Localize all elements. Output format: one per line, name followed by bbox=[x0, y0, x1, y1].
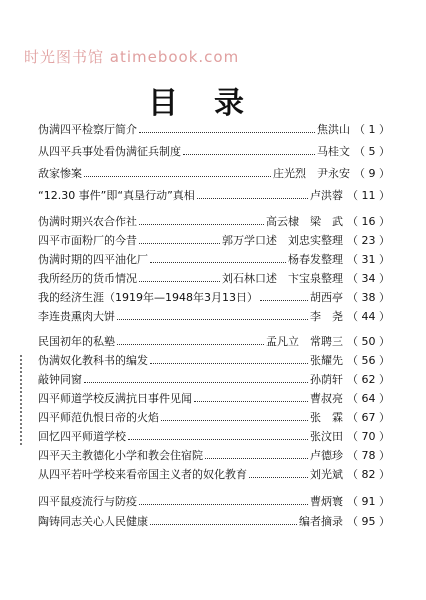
entry-page: （ 1 ） bbox=[354, 123, 390, 136]
entry-title: 从四平若叶学校来看帝国主义者的奴化教育 bbox=[38, 468, 247, 481]
entry-author: 孟凡立 常聘三 bbox=[266, 335, 343, 348]
toc-entry bbox=[38, 144, 390, 159]
entry-author: 刘石林口述 卞宝泉整理 bbox=[222, 272, 343, 285]
entry-page: （ 44 ） bbox=[347, 310, 390, 323]
entry-title: 敌家惨案 bbox=[38, 167, 82, 180]
watermark: 时光图书馆 atimebook.com bbox=[24, 48, 240, 66]
entry-title: 四平天主教德化小学和教会住宿院 bbox=[38, 449, 203, 462]
entry-page: （ 34 ） bbox=[347, 272, 390, 285]
toc-entry bbox=[38, 429, 390, 444]
toc-entry bbox=[38, 188, 390, 203]
page-title: 目录 bbox=[148, 86, 280, 121]
entry-page: （ 16 ） bbox=[347, 215, 390, 228]
entry-title: 伪满时期的四平油化厂 bbox=[38, 253, 148, 266]
leader-dots bbox=[194, 401, 308, 402]
entry-page: （ 62 ） bbox=[347, 373, 390, 386]
entry-title: 四平鼠疫流行与防疫 bbox=[38, 495, 137, 508]
toc-entry bbox=[38, 309, 390, 324]
entry-title: 从四平兵事处看伪满征兵制度 bbox=[38, 145, 181, 158]
leader-dots bbox=[139, 281, 220, 282]
entry-page: （ 9 ） bbox=[354, 167, 390, 180]
entry-page: （ 11 ） bbox=[347, 189, 390, 202]
entry-title: 伪满奴化教科书的编发 bbox=[38, 354, 148, 367]
entry-author: 孙荫轩 bbox=[310, 373, 343, 386]
entry-page: （ 5 ） bbox=[354, 145, 390, 158]
toc-entry bbox=[38, 514, 390, 529]
entry-page: （ 64 ） bbox=[347, 392, 390, 405]
toc-entry bbox=[38, 391, 390, 406]
leader-dots bbox=[150, 363, 308, 364]
entry-author: 编者摘录 bbox=[299, 515, 343, 528]
entry-title: 陶铸同志关心人民健康 bbox=[38, 515, 148, 528]
leader-dots bbox=[249, 477, 308, 478]
entry-author: 郭万学口述 刘忠实整理 bbox=[222, 234, 343, 247]
leader-dots bbox=[150, 524, 297, 525]
entry-title: 四平师范仇恨日帝的火焰 bbox=[38, 411, 159, 424]
entry-page: （ 38 ） bbox=[347, 291, 390, 304]
entry-author: 曹叔亮 bbox=[310, 392, 343, 405]
entry-title: 我所经历的货币情况 bbox=[38, 272, 137, 285]
entry-author: 马桂文 bbox=[317, 145, 350, 158]
entry-title: 四平市面粉厂的今昔 bbox=[38, 234, 137, 247]
entry-title: 敲钟同窗 bbox=[38, 373, 82, 386]
leader-dots bbox=[84, 382, 308, 383]
entry-page: （ 67 ） bbox=[347, 411, 390, 424]
leader-dots bbox=[139, 224, 264, 225]
toc-entry bbox=[38, 448, 390, 463]
entry-author: 杨春发整理 bbox=[288, 253, 343, 266]
leader-dots bbox=[128, 439, 308, 440]
leader-dots bbox=[117, 344, 264, 345]
toc-entry bbox=[38, 122, 390, 137]
toc-entry bbox=[38, 214, 390, 229]
toc-entry bbox=[38, 166, 390, 181]
entry-author: 卢洪蓉 bbox=[310, 189, 343, 202]
leader-dots bbox=[260, 300, 308, 301]
entry-author: 焦洪山 bbox=[317, 123, 350, 136]
entry-title: 我的经济生涯（1919年—1948年3月13日） bbox=[38, 291, 258, 304]
leader-dots bbox=[150, 262, 286, 263]
leader-dots bbox=[205, 458, 308, 459]
leader-dots bbox=[139, 504, 308, 505]
entry-author: 刘光斌 bbox=[310, 468, 343, 481]
entry-title: 李连贵熏肉大饼 bbox=[38, 310, 115, 323]
entry-page: （ 82 ） bbox=[347, 468, 390, 481]
entry-page: （ 78 ） bbox=[347, 449, 390, 462]
entry-title: 回忆四平师道学校 bbox=[38, 430, 126, 443]
entry-page: （ 31 ） bbox=[347, 253, 390, 266]
entry-page: （ 56 ） bbox=[347, 354, 390, 367]
entry-author: 张汶田 bbox=[310, 430, 343, 443]
entry-author: 庄光烈 尹永安 bbox=[273, 167, 350, 180]
toc-entry bbox=[38, 494, 390, 509]
toc-entry bbox=[38, 233, 390, 248]
entry-title: 民国初年的私塾 bbox=[38, 335, 115, 348]
leader-dots bbox=[161, 420, 308, 421]
entry-author: 张耀先 bbox=[310, 354, 343, 367]
leader-dots bbox=[139, 243, 220, 244]
entry-author: 卢德珍 bbox=[310, 449, 343, 462]
entry-author: 张 霖 bbox=[310, 411, 343, 424]
entry-page: （ 70 ） bbox=[347, 430, 390, 443]
binding-margin-dots bbox=[20, 355, 26, 445]
entry-page: （ 91 ） bbox=[347, 495, 390, 508]
toc-entry bbox=[38, 252, 390, 267]
leader-dots bbox=[117, 319, 308, 320]
leader-dots bbox=[197, 198, 308, 199]
entry-title: 伪满四平检察厅简介 bbox=[38, 123, 137, 136]
toc-entry bbox=[38, 372, 390, 387]
leader-dots bbox=[139, 132, 315, 133]
entry-author: 胡西亭 bbox=[310, 291, 343, 304]
entry-title: “12.30 事件”即“真垦行动”真相 bbox=[38, 189, 195, 202]
entry-title: 四平师道学校反满抗日事件见闻 bbox=[38, 392, 192, 405]
leader-dots bbox=[183, 154, 315, 155]
leader-dots bbox=[84, 176, 271, 177]
toc-entry bbox=[38, 271, 390, 286]
toc-entry bbox=[38, 353, 390, 368]
entry-page: （ 23 ） bbox=[347, 234, 390, 247]
toc-entry bbox=[38, 290, 390, 305]
entry-title: 伪满时期兴农合作社 bbox=[38, 215, 137, 228]
entry-author: 曹炳寰 bbox=[310, 495, 343, 508]
toc-entry bbox=[38, 410, 390, 425]
toc-entry bbox=[38, 334, 390, 349]
entry-page: （ 50 ） bbox=[347, 335, 390, 348]
entry-author: 李 尧 bbox=[310, 310, 343, 323]
entry-author: 高云棣 梁 武 bbox=[266, 215, 343, 228]
toc-entry bbox=[38, 467, 390, 482]
entry-page: （ 95 ） bbox=[347, 515, 390, 528]
